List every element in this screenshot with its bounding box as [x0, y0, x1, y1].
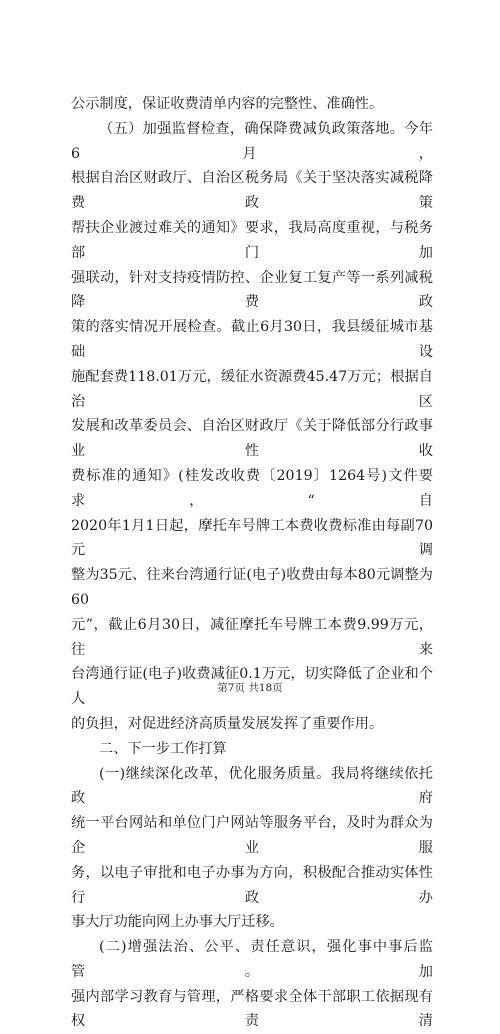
- document-body: [71, 92, 433, 1034]
- paragraph-line: 策的落实情况开展检查。截止6月30日，我县缓征城市基础设: [71, 319, 433, 360]
- paragraph-line: (二)增强法治、公平、责任意识，强化事中事后监管。加: [71, 939, 433, 980]
- paragraph-line: 费标准的通知》(桂发改收费〔2019〕1264号)文件要求，“自: [71, 467, 433, 509]
- paragraph-line: 统一平台网站和单位门户网站等服务平台，及时为群众为企业服: [71, 815, 433, 856]
- paragraph-line: 二、下一步工作打算: [99, 740, 227, 757]
- paragraph-line: 施配套费118.01万元，缓征水资源费45.47万元；根据自治区: [71, 368, 433, 410]
- paragraph-line: 公示制度，保证收费清单内容的完整性、准确性。: [71, 96, 384, 112]
- paragraph-line: 元”，截止6月30日，减征摩托车号牌工本费9.99万元，往来: [71, 616, 433, 658]
- paragraph-line: 整为35元、往来台湾通行证(电子)收费由每本80元调整为60: [71, 567, 433, 608]
- paragraph-line: 强内部学习教育与管理，严格要求全体干部职工依据现有权责清: [71, 988, 433, 1030]
- paragraph-line: 务，以电子审批和电子办事为方向，积极配合推动实体性行政办: [71, 864, 433, 906]
- paragraph-line: 强联动，针对支持疫情防控、企业复工复产等一系列减税降费政: [71, 269, 433, 311]
- paragraph-line: 2020年1月1日起，摩托车号牌工本费收费标准由每副70元调: [71, 517, 433, 559]
- paragraph-line: 台湾通行证(电子)收费减征0.1万元，切实降低了企业和个人: [71, 666, 433, 708]
- paragraph-line: 事大厅功能向网上办事大厅迁移。: [71, 914, 284, 931]
- paragraph-line: 的负担，对促进经济高质量发展发挥了重要作用。: [71, 715, 384, 732]
- paragraph-line: 帮扶企业渡过难关的通知》要求，我局高度重视，与税务部门加: [71, 219, 433, 261]
- paragraph-line: (一)继续深化改革，优化服务质量。我局将继续依托政府: [71, 765, 433, 807]
- paragraph-line: 发展和改革委员会、自治区财政厅《关于降低部分行政事业性收: [71, 418, 433, 460]
- paragraph-line: 根据自治区财政厅、自治区税务局《关于坚决落实减税降费政策: [71, 170, 433, 212]
- page-footer: 第7页 共18页: [217, 682, 283, 694]
- paragraph-line: （五）加强监督检查，确保降费减负政策落地。今年6月，: [71, 120, 433, 162]
